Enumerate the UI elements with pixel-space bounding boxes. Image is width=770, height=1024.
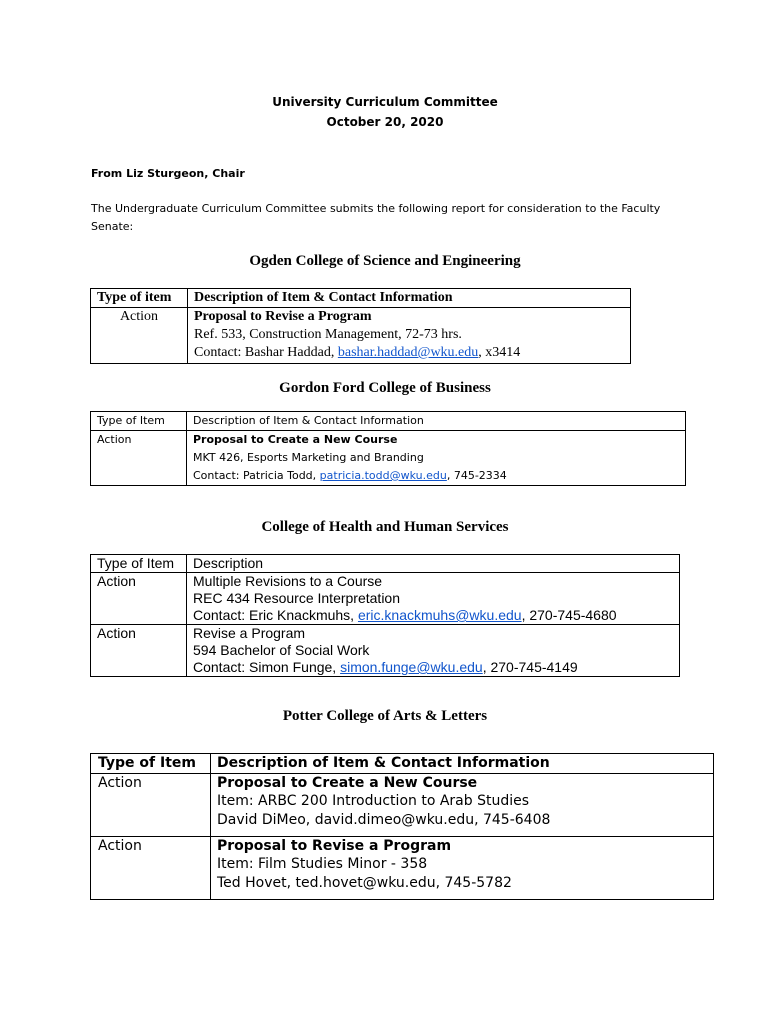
column-header-description: Description of Item & Contact Information <box>188 289 631 308</box>
item-detail: Ref. 533, Construction Management, 72-73 hrs. <box>194 327 462 342</box>
table-row <box>91 431 686 486</box>
column-header-type: Type of item <box>91 289 188 308</box>
item-contact <box>194 344 630 362</box>
column-header-description: Description of Item & Contact Information <box>187 412 686 431</box>
section-heading-potter: Potter College of Arts & Letters <box>282 708 488 724</box>
item-title: Proposal to Create a New Course <box>217 774 478 791</box>
item-type: Action <box>91 431 187 486</box>
document-date: October 20, 2020 <box>326 115 444 129</box>
column-header-type: Type of Item <box>91 754 211 774</box>
item-type: Action <box>91 308 188 364</box>
table-potter <box>90 753 714 900</box>
table-row <box>91 573 680 625</box>
item-description <box>211 773 714 836</box>
table-gordon <box>90 411 686 486</box>
table-row <box>91 836 714 899</box>
contact-name: Contact: Simon Funge, <box>193 659 341 675</box>
item-description <box>187 431 686 486</box>
item-type: Action <box>91 573 187 625</box>
item-detail: MKT 426, Esports Marketing and Branding <box>193 451 424 464</box>
email-link[interactable]: bashar.haddad@wku.edu <box>337 345 479 360</box>
item-type: Action <box>91 625 187 677</box>
column-header-description: Description <box>187 555 680 573</box>
item-title: Multiple Revisions to a Course <box>193 573 383 589</box>
intro-line-2: Senate: <box>91 220 134 233</box>
item-description <box>188 308 631 364</box>
item-title: Proposal to Create a New Course <box>193 433 398 446</box>
item-title: Proposal to Revise a Program <box>194 309 372 324</box>
item-contact: David DiMeo, david.dimeo@wku.edu, 745-6408 <box>217 811 551 828</box>
item-contact <box>193 607 679 624</box>
table-row <box>91 308 631 364</box>
email-link[interactable]: patricia.todd@wku.edu <box>319 469 447 482</box>
table-health <box>90 554 680 677</box>
contact-name: Contact: Eric Knackmuhs, <box>193 607 358 623</box>
from-line: From Liz Sturgeon, Chair <box>91 167 245 180</box>
contact-phone: , x3414 <box>478 345 521 360</box>
item-title: Proposal to Revise a Program <box>217 837 452 854</box>
item-detail: REC 434 Resource Interpretation <box>193 590 400 606</box>
item-contact <box>193 659 679 676</box>
email-link[interactable]: eric.knackmuhs@wku.edu <box>357 607 522 623</box>
table-header-row <box>91 555 680 573</box>
column-header-type: Type of Item <box>91 412 187 431</box>
document-title: University Curriculum Committee <box>272 95 498 109</box>
item-title: Revise a Program <box>193 625 306 641</box>
item-contact: Ted Hovet, ted.hovet@wku.edu, 745-5782 <box>217 874 512 891</box>
contact-phone: , 270-745-4680 <box>521 607 617 623</box>
column-header-description: Description of Item & Contact Information <box>211 754 714 774</box>
item-description <box>187 625 680 677</box>
table-header-row <box>91 412 686 431</box>
item-detail: 594 Bachelor of Social Work <box>193 642 370 658</box>
intro-line-1: The Undergraduate Curriculum Committee submits the following report for consideration to the Faculty <box>91 202 661 215</box>
contact-name: Contact: Patricia Todd, <box>193 469 320 482</box>
contact-phone: , 745-2334 <box>446 469 507 482</box>
table-ogden <box>90 288 631 364</box>
table-header-row <box>91 289 631 308</box>
item-description <box>187 573 680 625</box>
section-heading-gordon: Gordon Ford College of Business <box>279 380 491 396</box>
section-heading-health: College of Health and Human Services <box>261 519 509 535</box>
contact-phone: , 270-745-4149 <box>482 659 578 675</box>
contact-name: Contact: Bashar Haddad, <box>194 345 338 360</box>
table-header-row <box>91 754 714 774</box>
table-row <box>91 625 680 677</box>
item-description <box>211 836 714 899</box>
section-heading-ogden: Ogden College of Science and Engineering <box>249 253 521 269</box>
item-detail: Item: ARBC 200 Introduction to Arab Studies <box>217 793 530 809</box>
table-row <box>91 773 714 836</box>
item-contact <box>193 467 685 485</box>
item-type: Action <box>91 836 211 899</box>
item-detail: Item: Film Studies Minor - 358 <box>217 856 428 872</box>
email-link[interactable]: simon.funge@wku.edu <box>340 659 483 675</box>
item-type: Action <box>91 773 211 836</box>
column-header-type: Type of Item <box>91 555 187 573</box>
